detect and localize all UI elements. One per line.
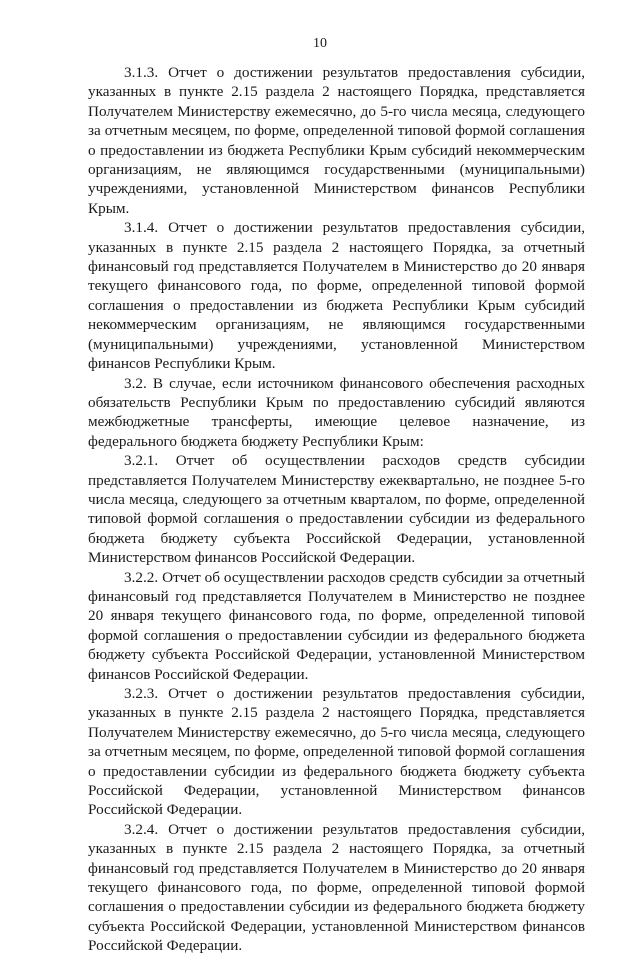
paragraph-3-2-3: 3.2.3. Отчет о достижении результатов предоставления субсидии, указанных в пункте 2.15 раздела 2 настоящего Порядка, представляется Получателем Министерству ежемесячно, до 5-го числа месяца, следующего за отчетным месяцем, по форме, определенной типовой формой соглашения о предоставлении субсидии из федерального бюджета бюджету субъекта Российской Федерации, установленной Министерством финансов Российской Федерации. <box>88 685 585 819</box>
paragraph-3-2-1: 3.2.1. Отчет об осуществлении расходов средств субсидии представляется Получателем Министерству ежеквартально, не позднее 5-го числа месяца, следующего за отчетным кварталом, по форме, определенной типовой формой соглашения о предоставлении субсидии из федерального бюджета бюджету субъекта Российской Федерации, установленной Министерством финансов Российской Федерации. <box>88 452 585 567</box>
paragraph-3-2: 3.2. В случае, если источником финансового обеспечения расходных обязательств Республики Крым по предоставлению субсидий являются межбюджетные трансферты, имеющие целевое назначение, из федерального бюджета бюджету Республики Крым: <box>88 374 585 450</box>
paragraph-3-1-3: 3.1.3. Отчет о достижении результатов предоставления субсидии, указанных в пункте 2.15 раздела 2 настоящего Порядка, представляется Получателем Министерству ежемесячно, до 5-го числа месяца, следующего за отчетным месяцем, по форме, определенной типовой формой соглашения о предоставлении из бюджета Республики Крым субсидий некоммерческим организациям, не являющимся государственными (муниципальными) учреждениями, установленной Министерством финансов Республики Крым. <box>88 64 585 217</box>
paragraph-3-1-4: 3.1.4. Отчет о достижении результатов предоставления субсидии, указанных в пункте 2.15 раздела 2 настоящего Порядка, за отчетный финансовый год представляется Получателем в Министерство до 20 января текущего финансового года, по форме, определенной типовой формой соглашения о предоставлении из бюджета Республики Крым субсидий некоммерческим организациям, не являющимся государственными (муниципальными) учреждениями, установленной Министерством финансов Республики Крым. <box>88 219 585 373</box>
page-number: 10 <box>313 36 327 51</box>
paragraph-3-2-2: 3.2.2. Отчет об осуществлении расходов средств субсидии за отчетный финансовый год представляется Получателем в Министерство не позднее 20 января текущего финансового года, по форме, определенной типовой формой соглашения о предоставлении субсидии из федерального бюджета бюджету субъекта Российской Федерации, установленной Министерством финансов Российской Федерации. <box>88 568 585 683</box>
document-body <box>88 63 585 956</box>
paragraph-3-2-4: 3.2.4. Отчет о достижении результатов предоставления субсидии, указанных в пункте 2.15 раздела 2 настоящего Порядка, за отчетный финансовый год представляется Получателем в Министерство до 20 января текущего финансового года, по форме, определенной типовой формой соглашения о предоставлении субсидии из федерального бюджета бюджету субъекта Российской Федерации, установленной Министерством финансов Российской Федерации. <box>88 820 585 955</box>
